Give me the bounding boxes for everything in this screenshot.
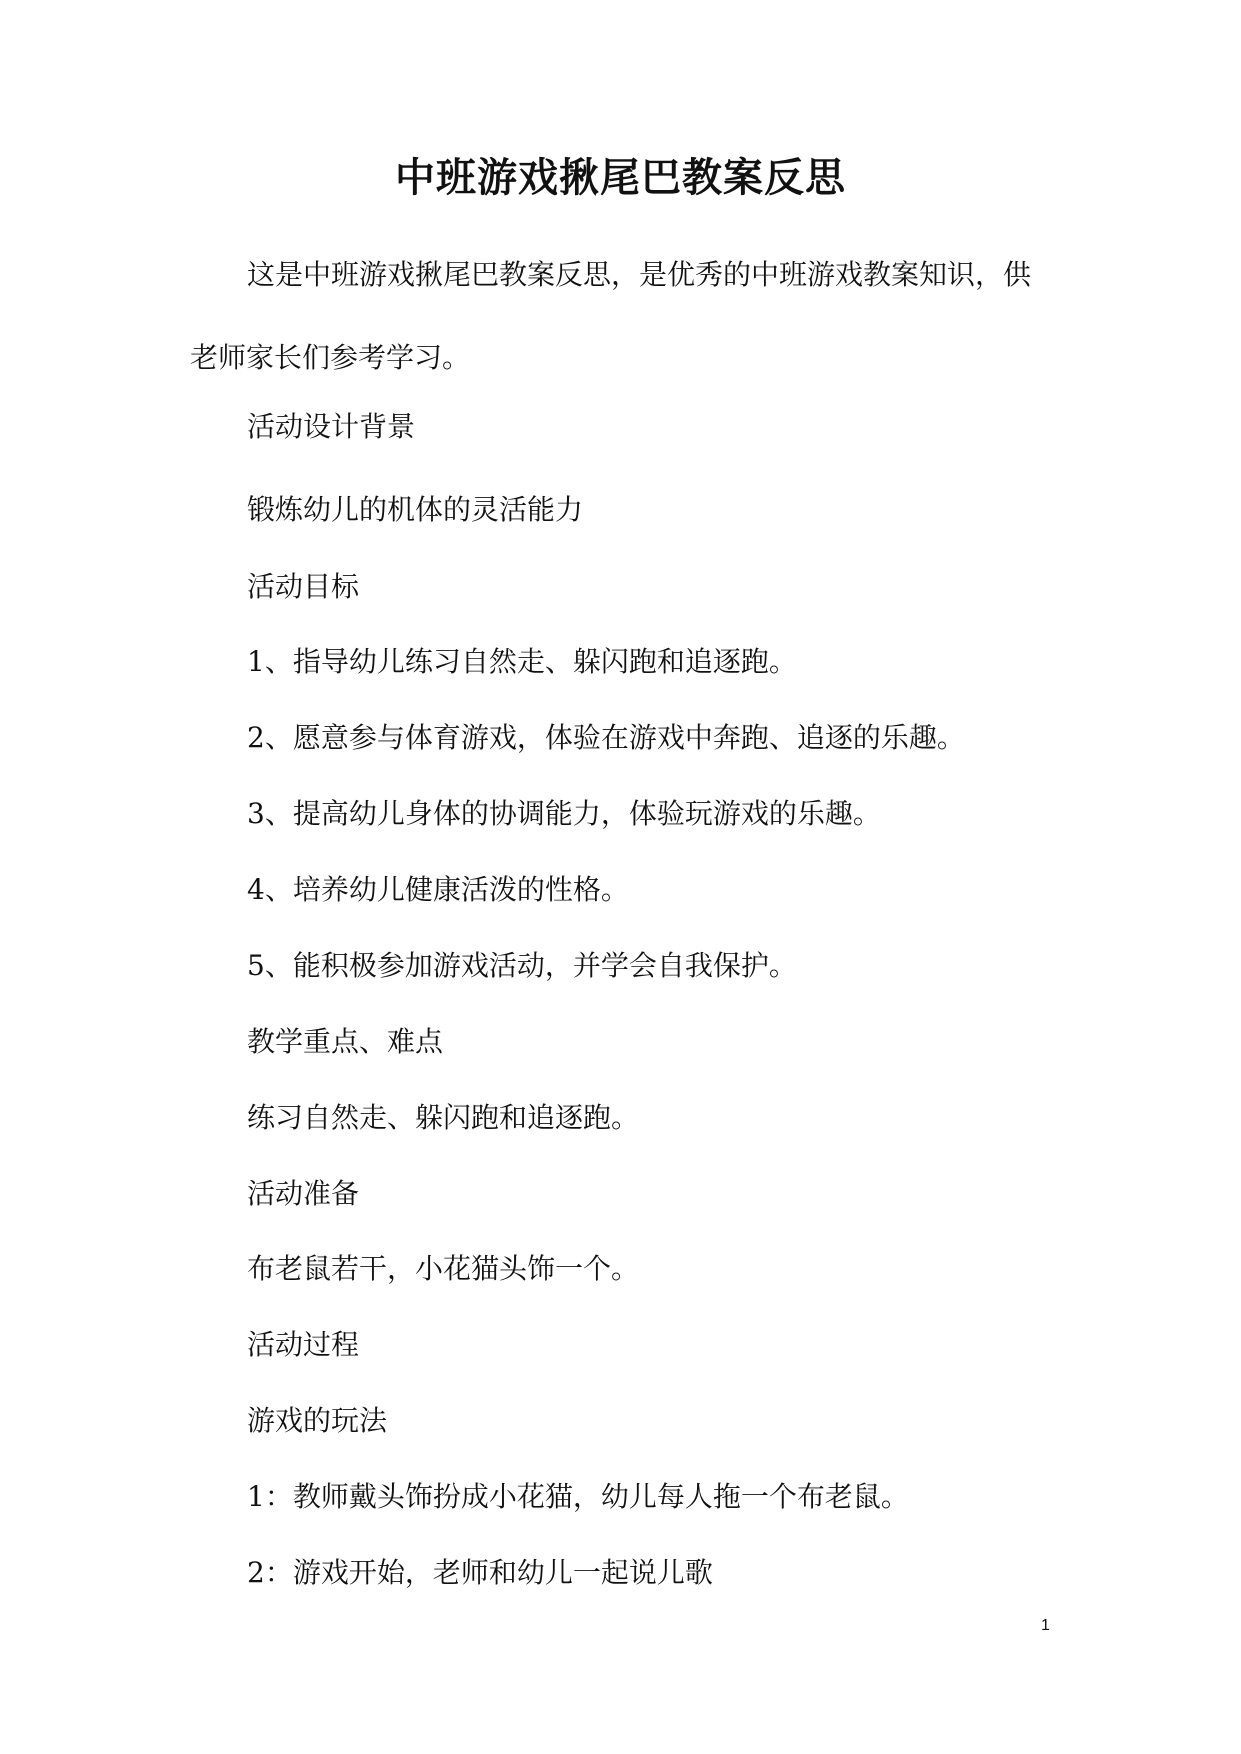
page-number: 1 bbox=[1041, 1617, 1050, 1634]
heading-preparation: 活动准备 bbox=[247, 1177, 360, 1210]
heading-activity-background: 活动设计背景 bbox=[247, 410, 416, 443]
heading-key-points: 教学重点、难点 bbox=[247, 1025, 444, 1058]
goal-item-2: 2、愿意参与体育游戏，体验在游戏中奔跑、追逐的乐趣。 bbox=[247, 721, 965, 754]
intro-line-1: 这是中班游戏揪尾巴教案反思，是优秀的中班游戏教案知识，供 bbox=[247, 258, 1032, 291]
rule-step-2: 2：游戏开始，老师和幼儿一起说儿歌 bbox=[247, 1556, 713, 1589]
rule-step-1: 1：教师戴头饰扮成小花猫，幼儿每人拖一个布老鼠。 bbox=[247, 1480, 909, 1513]
goal-item-5: 5、能积极参加游戏活动，并学会自我保护。 bbox=[247, 949, 797, 982]
goal-item-4: 4、培养幼儿健康活泼的性格。 bbox=[247, 873, 629, 906]
heading-game-rules: 游戏的玩法 bbox=[247, 1404, 388, 1437]
heading-activity-goals: 活动目标 bbox=[247, 570, 360, 603]
intro-line-2: 老师家长们参考学习。 bbox=[190, 341, 471, 374]
goal-item-3: 3、提高幼儿身体的协调能力，体验玩游戏的乐趣。 bbox=[247, 797, 881, 830]
key-points-text: 练习自然走、躲闪跑和追逐跑。 bbox=[247, 1101, 640, 1134]
preparation-text: 布老鼠若干，小花猫头饰一个。 bbox=[247, 1252, 640, 1285]
document-title: 中班游戏揪尾巴教案反思 bbox=[395, 154, 846, 201]
goal-item-1: 1、指导幼儿练习自然走、躲闪跑和追逐跑。 bbox=[247, 645, 797, 678]
paragraph-background-text: 锻炼幼儿的机体的灵活能力 bbox=[247, 493, 584, 526]
heading-activity-process: 活动过程 bbox=[247, 1328, 360, 1361]
